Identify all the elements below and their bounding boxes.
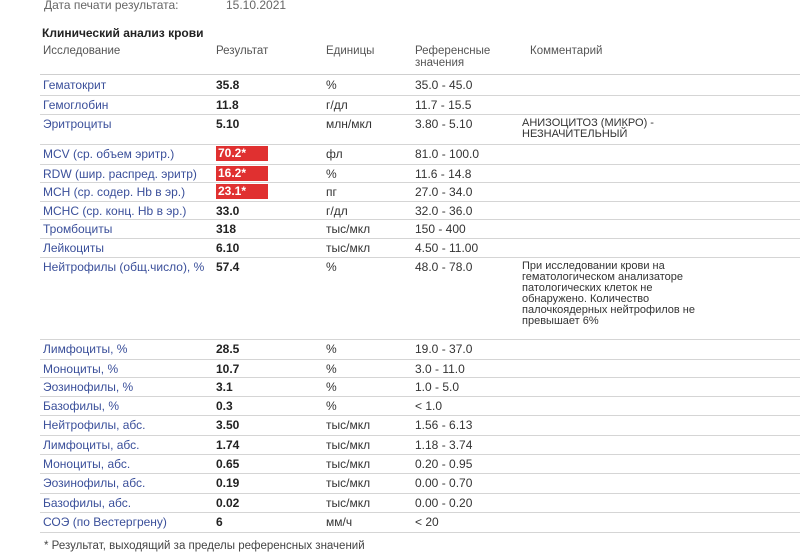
table-row (40, 165, 800, 183)
unit-value: тыс/мкл (326, 457, 371, 471)
unit-value: % (326, 380, 337, 394)
reference-range: 1.0 - 5.0 (415, 380, 460, 394)
result-value: 57.4 (216, 260, 240, 274)
table-row (40, 202, 800, 220)
result-value: 5.10 (216, 117, 240, 131)
test-name: MCH (ср. содер. Hb в эр.) (43, 185, 186, 199)
header-divider (40, 74, 800, 75)
result-value: 6.10 (216, 241, 240, 255)
reference-range: < 1.0 (415, 399, 443, 413)
unit-value: % (326, 362, 337, 376)
test-name: Гемоглобин (43, 98, 109, 112)
test-name: Гематокрит (43, 78, 107, 92)
unit-value: % (326, 260, 337, 274)
result-value: 0.3 (216, 399, 233, 413)
table-row (40, 494, 800, 513)
section-title: Клинический анализ крови (42, 26, 204, 40)
test-name: Базофилы, абс. (43, 496, 132, 510)
test-name: СОЭ (по Вестергрену) (43, 515, 167, 529)
reference-range: 4.50 - 11.00 (415, 241, 479, 255)
header-result: Результат (216, 45, 269, 57)
header-test: Исследование (43, 45, 121, 57)
unit-value: тыс/мкл (326, 476, 371, 490)
test-name: Тромбоциты (43, 222, 113, 236)
result-value: 70.2* (216, 146, 268, 161)
table-row (40, 145, 800, 165)
unit-value: г/дл (326, 204, 348, 218)
reference-range: 19.0 - 37.0 (415, 342, 473, 356)
reference-range: 11.7 - 15.5 (415, 98, 472, 112)
test-name: MCHC (ср. конц. Hb в эр.) (43, 204, 187, 218)
reference-range: 1.18 - 3.74 (415, 438, 473, 452)
result-value: 6 (216, 515, 223, 529)
result-value: 10.7 (216, 362, 240, 376)
table-row (40, 416, 800, 436)
unit-value: % (326, 167, 337, 181)
test-name: Эозинофилы, % (43, 380, 134, 394)
reference-range: 35.0 - 45.0 (415, 78, 473, 92)
test-name: Лимфоциты, % (43, 342, 128, 356)
print-date-label: Дата печати результата: (44, 0, 179, 12)
header-comment: Комментарий (530, 45, 603, 57)
unit-value: % (326, 78, 337, 92)
reference-range: 3.0 - 11.0 (415, 362, 465, 376)
reference-range: 48.0 - 78.0 (415, 260, 473, 274)
unit-value: тыс/мкл (326, 418, 371, 432)
table-row (40, 455, 800, 474)
table-row (40, 397, 800, 416)
table-row (40, 258, 800, 340)
table-row (40, 474, 800, 494)
comment-text: АНИЗОЦИТОЗ (МИКРО) - НЕЗНАЧИТЕЛЬНЫЙ (522, 117, 654, 140)
test-name: RDW (шир. распред. эритр) (43, 167, 197, 181)
reference-range: 11.6 - 14.8 (415, 167, 472, 181)
table-row (40, 513, 800, 533)
comment-text: При исследовании крови на гематологическом анализаторе патологических клеток не обнаружено. Количество палочкоядерных нейтрофилов не превышает 6% (522, 260, 695, 327)
result-value: 11.8 (216, 98, 239, 112)
test-name: Моноциты, абс. (43, 457, 131, 471)
test-name: Эозинофилы, абс. (43, 476, 146, 490)
table-row (40, 76, 800, 96)
reference-range: 1.56 - 6.13 (415, 418, 473, 432)
test-name: Базофилы, % (43, 399, 119, 413)
print-date-value: 15.10.2021 (226, 0, 287, 12)
result-value: 318 (216, 222, 237, 236)
unit-value: тыс/мкл (326, 496, 371, 510)
result-value: 33.0 (216, 204, 240, 218)
reference-range: 27.0 - 34.0 (415, 185, 473, 199)
reference-range: 0.00 - 0.20 (415, 496, 473, 510)
unit-value: пг (326, 185, 337, 199)
result-value: 0.19 (216, 476, 240, 490)
print-date-line (44, 0, 287, 12)
unit-value: фл (326, 147, 343, 161)
test-name: Лимфоциты, абс. (43, 438, 140, 452)
test-name: MCV (ср. объем эритр.) (43, 147, 175, 161)
table-row (40, 115, 800, 145)
table-row (40, 96, 800, 115)
unit-value: % (326, 399, 337, 413)
result-value: 23.1* (216, 184, 268, 199)
test-name: Нейтрофилы, абс. (43, 418, 146, 432)
result-value: 16.2* (216, 166, 268, 181)
reference-range: 0.20 - 0.95 (415, 457, 473, 471)
table-row (40, 436, 800, 455)
reference-range: 0.00 - 0.70 (415, 476, 473, 490)
unit-value: тыс/мкл (326, 241, 371, 255)
reference-range: 81.0 - 100.0 (415, 147, 480, 161)
header-reference-line1: Референсные (415, 45, 491, 57)
unit-value: % (326, 342, 337, 356)
result-value: 3.50 (216, 418, 240, 432)
test-name: Моноциты, % (43, 362, 119, 376)
test-name: Нейтрофилы (общ.число), % (43, 260, 205, 274)
result-value: 1.74 (216, 438, 240, 452)
unit-value: млн/мкл (326, 117, 372, 131)
test-name: Лейкоциты (43, 241, 105, 255)
header-unit: Единицы (326, 45, 375, 57)
result-value: 0.02 (216, 496, 240, 510)
unit-value: г/дл (326, 98, 348, 112)
reference-range: 3.80 - 5.10 (415, 117, 473, 131)
reference-range: 32.0 - 36.0 (415, 204, 473, 218)
unit-value: мм/ч (326, 515, 353, 529)
result-value: 3.1 (216, 380, 233, 394)
table-row (40, 360, 800, 378)
result-value: 0.65 (216, 457, 240, 471)
table-row (40, 378, 800, 397)
table-row (40, 220, 800, 239)
reference-range: < 20 (415, 515, 439, 529)
table-row (40, 183, 800, 202)
header-reference (415, 45, 490, 69)
test-name: Эритроциты (43, 117, 112, 131)
footnote: * Результат, выходящий за пределы референсных значений (44, 540, 365, 552)
result-value: 35.8 (216, 78, 240, 92)
unit-value: тыс/мкл (326, 438, 371, 452)
unit-value: тыс/мкл (326, 222, 371, 236)
table-row (40, 340, 800, 360)
reference-range: 150 - 400 (415, 222, 466, 236)
result-value: 28.5 (216, 342, 240, 356)
table-row (40, 239, 800, 258)
header-reference-line2: значения (415, 57, 465, 69)
